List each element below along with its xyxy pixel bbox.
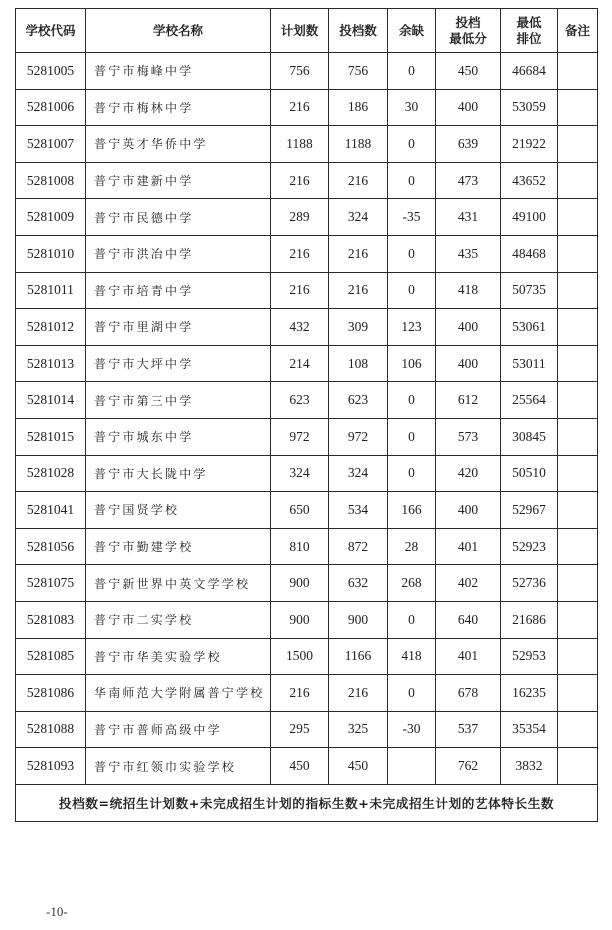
cell-school-name: 普宁市培青中学 bbox=[86, 272, 271, 309]
cell-min-rank: 48468 bbox=[501, 235, 558, 272]
cell-plan-count: 216 bbox=[271, 89, 329, 126]
cell-min-score: 400 bbox=[436, 89, 501, 126]
cell-plan-count: 216 bbox=[271, 272, 329, 309]
cell-min-rank: 50510 bbox=[501, 455, 558, 492]
cell-admitted-count: 756 bbox=[329, 53, 388, 90]
cell-plan-count: 214 bbox=[271, 345, 329, 382]
cell-min-score: 762 bbox=[436, 748, 501, 785]
cell-surplus: 123 bbox=[388, 309, 436, 346]
cell-min-rank: 30845 bbox=[501, 418, 558, 455]
cell-min-score: 400 bbox=[436, 492, 501, 529]
cell-school-name: 普宁市第三中学 bbox=[86, 382, 271, 419]
cell-school-code: 5281007 bbox=[16, 126, 86, 163]
cell-plan-count: 900 bbox=[271, 601, 329, 638]
cell-remark bbox=[558, 345, 598, 382]
cell-min-rank: 50735 bbox=[501, 272, 558, 309]
cell-school-code: 5281006 bbox=[16, 89, 86, 126]
table-row bbox=[16, 455, 598, 492]
cell-surplus: 28 bbox=[388, 528, 436, 565]
cell-school-code: 5281075 bbox=[16, 565, 86, 602]
cell-surplus: -35 bbox=[388, 199, 436, 236]
cell-admitted-count: 900 bbox=[329, 601, 388, 638]
cell-min-score: 402 bbox=[436, 565, 501, 602]
cell-min-score: 431 bbox=[436, 199, 501, 236]
header-min-score bbox=[436, 9, 501, 53]
cell-min-rank: 3832 bbox=[501, 748, 558, 785]
cell-plan-count: 1188 bbox=[271, 126, 329, 163]
cell-remark bbox=[558, 89, 598, 126]
cell-surplus: 106 bbox=[388, 345, 436, 382]
cell-remark bbox=[558, 455, 598, 492]
header-min-rank-line2: 排位 bbox=[516, 30, 542, 46]
cell-plan-count: 756 bbox=[271, 53, 329, 90]
cell-min-rank: 21922 bbox=[501, 126, 558, 163]
cell-admitted-count: 108 bbox=[329, 345, 388, 382]
cell-surplus: 0 bbox=[388, 126, 436, 163]
cell-school-name: 普宁市勤建学校 bbox=[86, 528, 271, 565]
cell-min-score: 418 bbox=[436, 272, 501, 309]
table-row bbox=[16, 53, 598, 90]
cell-remark bbox=[558, 126, 598, 163]
cell-school-code: 5281012 bbox=[16, 309, 86, 346]
cell-min-rank: 43652 bbox=[501, 162, 558, 199]
cell-min-rank: 52967 bbox=[501, 492, 558, 529]
cell-school-name: 普宁市华美实验学校 bbox=[86, 638, 271, 675]
table-row bbox=[16, 711, 598, 748]
table-row bbox=[16, 272, 598, 309]
cell-remark bbox=[558, 309, 598, 346]
cell-min-rank: 53059 bbox=[501, 89, 558, 126]
cell-school-name: 普宁新世界中英文学学校 bbox=[86, 565, 271, 602]
cell-school-name: 普宁市普师高级中学 bbox=[86, 711, 271, 748]
cell-remark bbox=[558, 675, 598, 712]
cell-school-name: 普宁市红领巾实验学校 bbox=[86, 748, 271, 785]
cell-min-rank: 35354 bbox=[501, 711, 558, 748]
cell-plan-count: 216 bbox=[271, 675, 329, 712]
cell-plan-count: 324 bbox=[271, 455, 329, 492]
cell-surplus: 0 bbox=[388, 455, 436, 492]
header-school-code: 学校代码 bbox=[16, 9, 86, 53]
cell-school-name: 普宁市里湖中学 bbox=[86, 309, 271, 346]
cell-admitted-count: 450 bbox=[329, 748, 388, 785]
cell-remark bbox=[558, 235, 598, 272]
admission-table bbox=[15, 8, 598, 822]
cell-surplus: 268 bbox=[388, 565, 436, 602]
cell-school-code: 5281088 bbox=[16, 711, 86, 748]
cell-remark bbox=[558, 711, 598, 748]
table-row bbox=[16, 345, 598, 382]
cell-school-code: 5281086 bbox=[16, 675, 86, 712]
cell-surplus bbox=[388, 748, 436, 785]
cell-surplus: 0 bbox=[388, 162, 436, 199]
cell-min-rank: 25564 bbox=[501, 382, 558, 419]
cell-admitted-count: 632 bbox=[329, 565, 388, 602]
cell-school-code: 5281041 bbox=[16, 492, 86, 529]
cell-min-score: 573 bbox=[436, 418, 501, 455]
cell-school-name: 普宁国贤学校 bbox=[86, 492, 271, 529]
table-row bbox=[16, 162, 598, 199]
header-min-rank-line1: 最低 bbox=[516, 14, 542, 30]
cell-surplus: 166 bbox=[388, 492, 436, 529]
table-row bbox=[16, 601, 598, 638]
cell-min-score: 678 bbox=[436, 675, 501, 712]
header-min-rank bbox=[501, 9, 558, 53]
cell-school-code: 5281011 bbox=[16, 272, 86, 309]
cell-remark bbox=[558, 748, 598, 785]
cell-plan-count: 810 bbox=[271, 528, 329, 565]
cell-admitted-count: 216 bbox=[329, 675, 388, 712]
table-row bbox=[16, 309, 598, 346]
cell-remark bbox=[558, 528, 598, 565]
cell-plan-count: 1500 bbox=[271, 638, 329, 675]
header-min-score-line1: 投档 bbox=[455, 14, 481, 30]
cell-remark bbox=[558, 492, 598, 529]
cell-surplus: 0 bbox=[388, 53, 436, 90]
cell-min-score: 450 bbox=[436, 53, 501, 90]
table-header-row bbox=[16, 9, 598, 53]
cell-min-score: 640 bbox=[436, 601, 501, 638]
cell-admitted-count: 216 bbox=[329, 272, 388, 309]
table-row bbox=[16, 528, 598, 565]
cell-admitted-count: 872 bbox=[329, 528, 388, 565]
cell-school-code: 5281028 bbox=[16, 455, 86, 492]
table-row bbox=[16, 235, 598, 272]
cell-admitted-count: 1188 bbox=[329, 126, 388, 163]
cell-admitted-count: 972 bbox=[329, 418, 388, 455]
cell-min-score: 401 bbox=[436, 528, 501, 565]
cell-school-name: 普宁市洪冶中学 bbox=[86, 235, 271, 272]
cell-surplus: 30 bbox=[388, 89, 436, 126]
table-row bbox=[16, 382, 598, 419]
table-row bbox=[16, 418, 598, 455]
cell-min-rank: 52923 bbox=[501, 528, 558, 565]
cell-plan-count: 623 bbox=[271, 382, 329, 419]
cell-school-code: 5281008 bbox=[16, 162, 86, 199]
header-min-score-line2: 最低分 bbox=[449, 30, 487, 46]
table-body bbox=[16, 53, 598, 785]
cell-school-code: 5281013 bbox=[16, 345, 86, 382]
cell-surplus: 0 bbox=[388, 675, 436, 712]
cell-plan-count: 216 bbox=[271, 162, 329, 199]
cell-plan-count: 289 bbox=[271, 199, 329, 236]
cell-school-code: 5281085 bbox=[16, 638, 86, 675]
page-number: -10- bbox=[46, 904, 68, 919]
cell-min-rank: 46684 bbox=[501, 53, 558, 90]
cell-min-score: 612 bbox=[436, 382, 501, 419]
cell-plan-count: 972 bbox=[271, 418, 329, 455]
cell-min-score: 400 bbox=[436, 345, 501, 382]
cell-surplus: -30 bbox=[388, 711, 436, 748]
cell-plan-count: 216 bbox=[271, 235, 329, 272]
cell-remark bbox=[558, 199, 598, 236]
cell-school-code: 5281093 bbox=[16, 748, 86, 785]
cell-school-name: 普宁市二实学校 bbox=[86, 601, 271, 638]
table-row bbox=[16, 748, 598, 785]
cell-school-code: 5281010 bbox=[16, 235, 86, 272]
cell-admitted-count: 216 bbox=[329, 162, 388, 199]
table-row bbox=[16, 565, 598, 602]
cell-surplus: 418 bbox=[388, 638, 436, 675]
table-row bbox=[16, 638, 598, 675]
cell-school-code: 5281083 bbox=[16, 601, 86, 638]
cell-school-name: 华南师范大学附属普宁学校 bbox=[86, 675, 271, 712]
cell-school-code: 5281005 bbox=[16, 53, 86, 90]
cell-remark bbox=[558, 638, 598, 675]
cell-admitted-count: 186 bbox=[329, 89, 388, 126]
cell-min-score: 537 bbox=[436, 711, 501, 748]
cell-school-name: 普宁市大长陇中学 bbox=[86, 455, 271, 492]
cell-remark bbox=[558, 272, 598, 309]
cell-school-name: 普宁市民德中学 bbox=[86, 199, 271, 236]
cell-surplus: 0 bbox=[388, 418, 436, 455]
cell-min-score: 420 bbox=[436, 455, 501, 492]
cell-school-name: 普宁市城东中学 bbox=[86, 418, 271, 455]
table-row bbox=[16, 492, 598, 529]
cell-school-code: 5281056 bbox=[16, 528, 86, 565]
cell-plan-count: 295 bbox=[271, 711, 329, 748]
cell-school-name: 普宁市梅峰中学 bbox=[86, 53, 271, 90]
cell-min-rank: 49100 bbox=[501, 199, 558, 236]
cell-surplus: 0 bbox=[388, 601, 436, 638]
cell-surplus: 0 bbox=[388, 235, 436, 272]
cell-min-rank: 52953 bbox=[501, 638, 558, 675]
table-row bbox=[16, 199, 598, 236]
cell-school-name: 普宁市建新中学 bbox=[86, 162, 271, 199]
cell-surplus: 0 bbox=[388, 382, 436, 419]
cell-surplus: 0 bbox=[388, 272, 436, 309]
header-admitted-count: 投档数 bbox=[329, 9, 388, 53]
cell-min-score: 401 bbox=[436, 638, 501, 675]
cell-school-name: 普宁市大坪中学 bbox=[86, 345, 271, 382]
table-row bbox=[16, 675, 598, 712]
cell-min-score: 473 bbox=[436, 162, 501, 199]
footnote-row bbox=[16, 784, 598, 821]
header-surplus: 余缺 bbox=[388, 9, 436, 53]
cell-plan-count: 432 bbox=[271, 309, 329, 346]
cell-admitted-count: 309 bbox=[329, 309, 388, 346]
cell-admitted-count: 325 bbox=[329, 711, 388, 748]
cell-plan-count: 650 bbox=[271, 492, 329, 529]
cell-school-name: 普宁市梅林中学 bbox=[86, 89, 271, 126]
admission-table-container bbox=[15, 8, 597, 822]
cell-admitted-count: 216 bbox=[329, 235, 388, 272]
cell-school-name: 普宁英才华侨中学 bbox=[86, 126, 271, 163]
cell-min-score: 639 bbox=[436, 126, 501, 163]
cell-min-rank: 16235 bbox=[501, 675, 558, 712]
cell-remark bbox=[558, 53, 598, 90]
cell-remark bbox=[558, 382, 598, 419]
cell-min-rank: 53011 bbox=[501, 345, 558, 382]
cell-school-code: 5281014 bbox=[16, 382, 86, 419]
cell-remark bbox=[558, 565, 598, 602]
cell-admitted-count: 534 bbox=[329, 492, 388, 529]
cell-plan-count: 900 bbox=[271, 565, 329, 602]
header-remark: 备注 bbox=[558, 9, 598, 53]
cell-admitted-count: 623 bbox=[329, 382, 388, 419]
cell-min-rank: 53061 bbox=[501, 309, 558, 346]
table-row bbox=[16, 89, 598, 126]
cell-min-rank: 21686 bbox=[501, 601, 558, 638]
header-plan-count: 计划数 bbox=[271, 9, 329, 53]
cell-school-code: 5281015 bbox=[16, 418, 86, 455]
cell-min-score: 400 bbox=[436, 309, 501, 346]
table-row bbox=[16, 126, 598, 163]
cell-admitted-count: 1166 bbox=[329, 638, 388, 675]
cell-remark bbox=[558, 162, 598, 199]
cell-min-rank: 52736 bbox=[501, 565, 558, 602]
cell-school-code: 5281009 bbox=[16, 199, 86, 236]
cell-remark bbox=[558, 418, 598, 455]
cell-min-score: 435 bbox=[436, 235, 501, 272]
cell-plan-count: 450 bbox=[271, 748, 329, 785]
cell-remark bbox=[558, 601, 598, 638]
cell-admitted-count: 324 bbox=[329, 199, 388, 236]
header-school-name: 学校名称 bbox=[86, 9, 271, 53]
footnote-text: 投档数=统招生计划数+未完成招生计划的指标生数+未完成招生计划的艺体特长生数 bbox=[16, 784, 598, 821]
cell-admitted-count: 324 bbox=[329, 455, 388, 492]
